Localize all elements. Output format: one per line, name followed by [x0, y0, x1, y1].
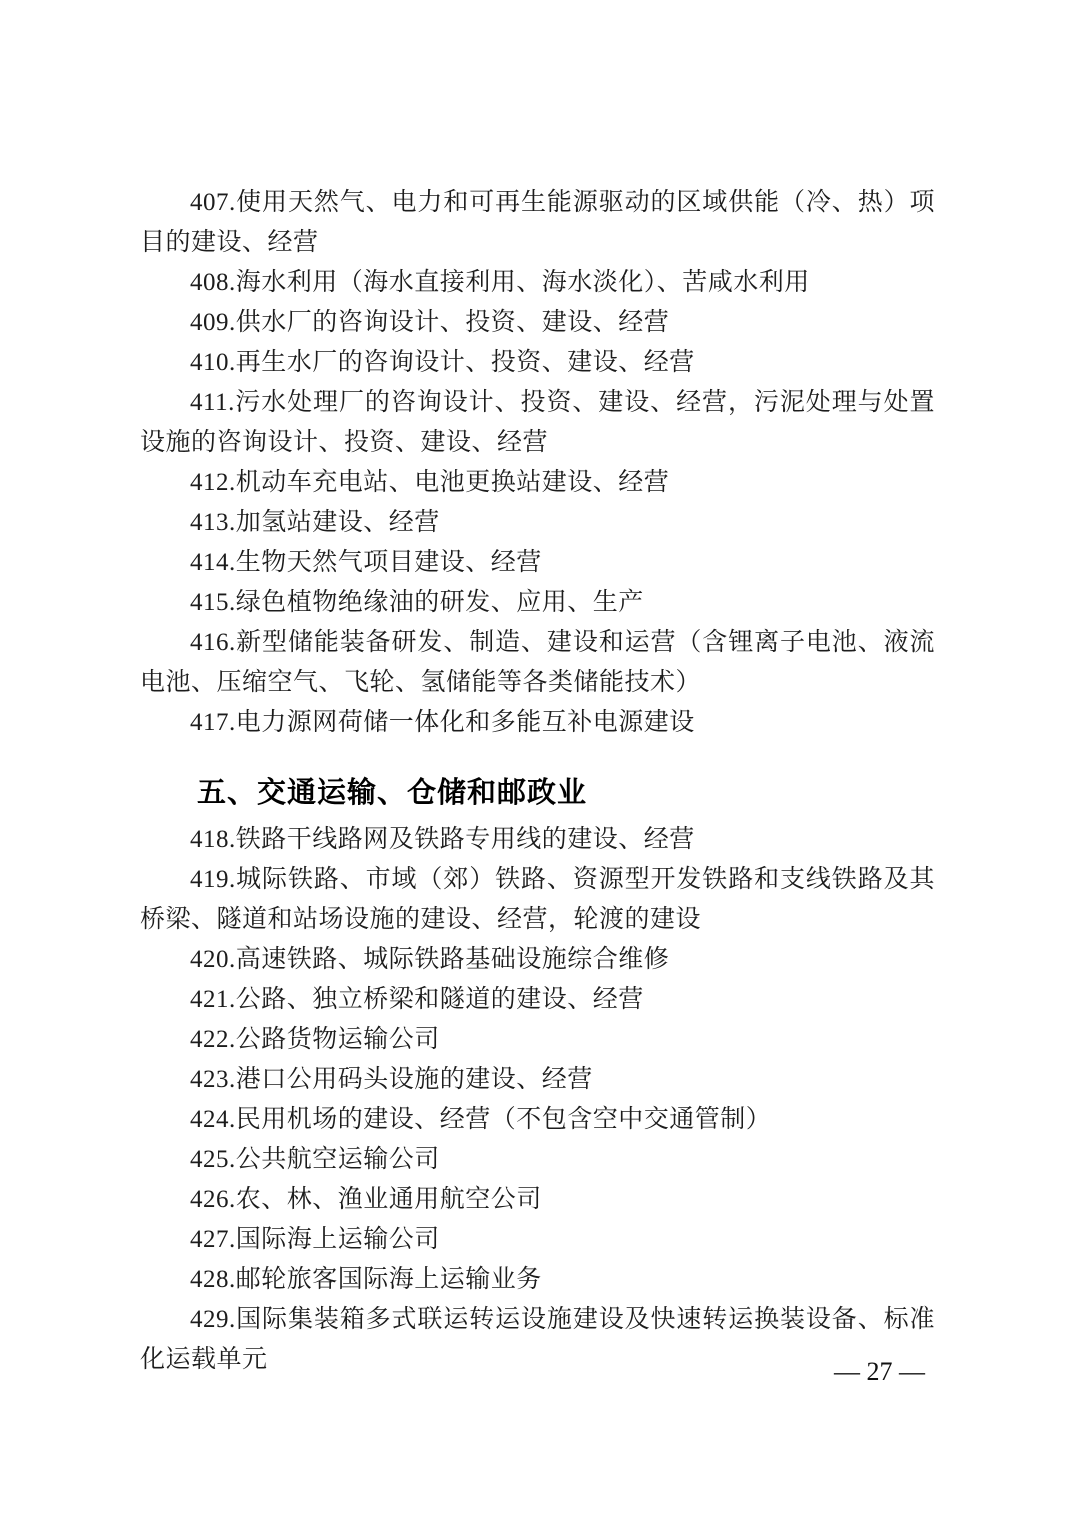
- list-item-419: 419.城际铁路、市域（郊）铁路、资源型开发铁路和支线铁路及其桥梁、隧道和站场设施的建设、经营，轮渡的建设: [140, 866, 935, 933]
- list-item-417: 417.电力源网荷储一体化和多能互补电源建设: [190, 709, 695, 736]
- section-energy-items: [140, 183, 935, 743]
- list-item-410: 410.再生水厂的咨询设计、投资、建设、经营: [190, 349, 695, 376]
- list-item-424: 424.民用机场的建设、经营（不包含空中交通管制）: [190, 1106, 772, 1133]
- list-item-416: 416.新型储能装备研发、制造、建设和运营（含锂离子电池、液流电池、压缩空气、飞轮、氢储能等各类储能技术）: [140, 629, 935, 696]
- list-item-413: 413.加氢站建设、经营: [190, 509, 440, 536]
- list-item-418: 418.铁路干线路网及铁路专用线的建设、经营: [190, 826, 695, 853]
- list-item-425: 425.公共航空运输公司: [190, 1146, 440, 1173]
- section-heading-transport: 五、交通运输、仓储和邮政业: [197, 777, 588, 809]
- list-item-427: 427.国际海上运输公司: [190, 1226, 440, 1253]
- list-item-421: 421.公路、独立桥梁和隧道的建设、经营: [190, 986, 644, 1013]
- list-item-420: 420.高速铁路、城际铁路基础设施综合维修: [190, 946, 670, 973]
- list-item-415: 415.绿色植物绝缘油的研发、应用、生产: [190, 589, 644, 616]
- list-item-407: 407.使用天然气、电力和可再生能源驱动的区域供能（冷、热）项目的建设、经营: [140, 189, 935, 256]
- section-transport-items: [140, 820, 935, 1380]
- list-item-422: 422.公路货物运输公司: [190, 1026, 440, 1053]
- list-item-428: 428.邮轮旅客国际海上运输业务: [190, 1266, 542, 1293]
- list-item-412: 412.机动车充电站、电池更换站建设、经营: [190, 469, 670, 496]
- list-item-411: 411.污水处理厂的咨询设计、投资、建设、经营，污泥处理与处置设施的咨询设计、投资、建设、经营: [140, 389, 935, 456]
- page-number: — 27 —: [834, 1357, 925, 1386]
- list-item-423: 423.港口公用码头设施的建设、经营: [190, 1066, 593, 1093]
- list-item-426: 426.农、林、渔业通用航空公司: [190, 1186, 542, 1213]
- list-item-429: 429.国际集装箱多式联运转运设施建设及快速转运换装设备、标准化运载单元: [140, 1306, 935, 1373]
- list-item-409: 409.供水厂的咨询设计、投资、建设、经营: [190, 309, 670, 336]
- list-item-408: 408.海水利用（海水直接利用、海水淡化）、苦咸水利用: [190, 269, 810, 296]
- list-item-414: 414.生物天然气项目建设、经营: [190, 549, 542, 576]
